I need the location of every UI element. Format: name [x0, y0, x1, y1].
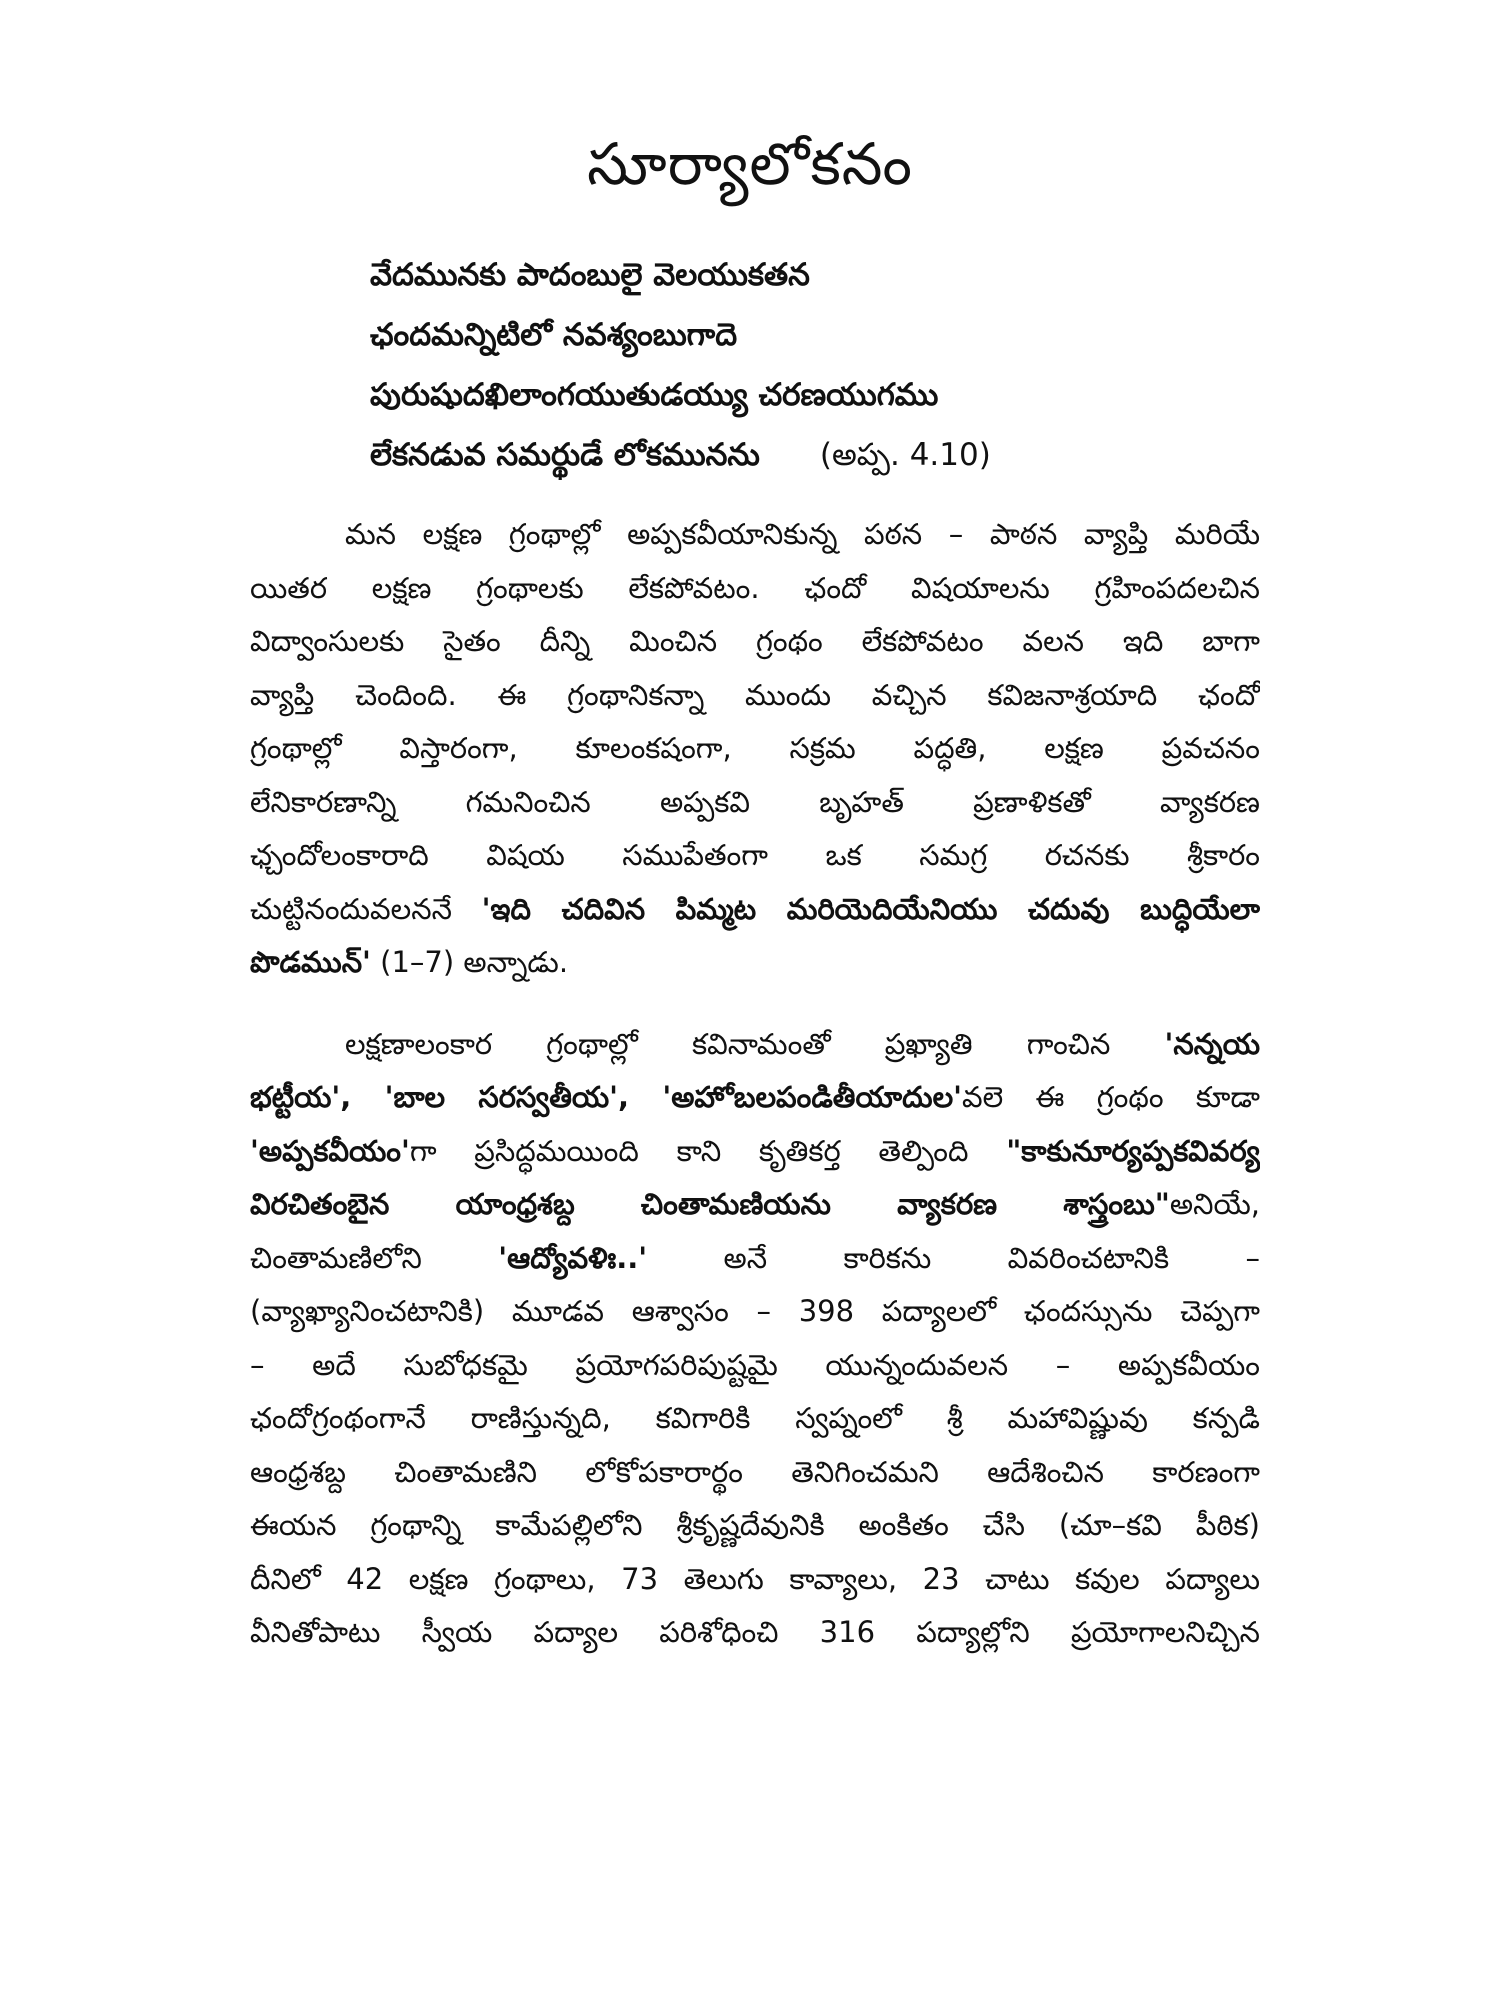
text-span: వలె ఈ గ్రంథం కూడా	[962, 1080, 1260, 1114]
body-text	[250, 508, 1260, 1660]
text-line: ఛ్చందోలంకారాది విషయ సముపేతంగా ఒక సమగ్ర రచనకు శ్రీకారం	[250, 838, 1260, 872]
quote-bold: 'అప్పకవీయం'	[250, 1133, 410, 1168]
text-line	[250, 1071, 1260, 1125]
text-line	[250, 1125, 1260, 1179]
text-line: వ్యాప్తి చెందింది. ఈ గ్రంథానికన్నా ముందు వచ్చిన కవిజనాశ్రయాది ఛందో	[250, 677, 1260, 712]
text-line	[250, 1178, 1260, 1232]
verse-text: లేకనడువ సమర్థుడే లోకమునను	[370, 437, 760, 473]
text-span: లక్షణాలంకార గ్రంథాల్లో కవినామంతో ప్రఖ్యాతి గాంచిన	[345, 1026, 1111, 1061]
text-span: అనియే,	[1169, 1187, 1260, 1221]
text-span: గా ప్రసిద్ధమయింది కాని కృతికర్త తెల్పింది	[409, 1133, 969, 1168]
text-line: లేనికారణాన్ని గమనించిన అప్పకవి బృహత్ ప్రణాళికతో వ్యాకరణ	[250, 784, 1260, 819]
text-line: విద్వాంసులకు సైతం దీన్ని మించిన గ్రంథం లేకపోవటం వలన ఇది బాగా	[250, 624, 1260, 658]
text-span: (1–7) అన్నాడు.	[380, 945, 569, 979]
text-span: చుట్టినందువలననే	[250, 891, 452, 926]
text-line	[250, 936, 1260, 990]
text-line: (వ్యాఖ్యానించటానికి) మూడవ ఆశ్వాసం – 398 పద్యాలలో ఛందస్సును చెప్పగా	[250, 1294, 1260, 1328]
quote-bold: పొడమున్'	[250, 945, 371, 979]
verse-line: ఛందమన్నిటిలో నవశ్యంబుగాదె	[370, 317, 738, 353]
text-line	[250, 883, 1260, 937]
text-line: దీనిలో 42 లక్షణ గ్రంథాలు, 73 తెలుగు కావ్యాలు, 23 చాటు కవుల పద్యాలు	[250, 1561, 1260, 1596]
verse-reference: (అప్ప. 4.10)	[819, 437, 991, 473]
text-span: అనే కారికను వివరించటానికి –	[723, 1240, 1260, 1275]
quote-bold: 'ఇది చదివిన పిమ్మట మరియెదియేనియు చదువు బుద్ధియేలా	[481, 891, 1260, 926]
page-title: సూర్యాలోకనం	[587, 130, 913, 198]
text-line: యితర లక్షణ గ్రంథాలకు లేకపోవటం. ఛందో విషయాలను గ్రహింపదలచిన	[250, 570, 1260, 605]
quote-bold: భట్టీయ', 'బాల సరస్వతీయ', 'అహోబలపండితీయాదుల'	[250, 1080, 963, 1114]
verse-line	[370, 425, 1370, 485]
text-line: ఆంధ్రశబ్ద చింతామణిని లోకోపకారార్థం తెనిగించమని ఆదేశించిన కారణంగా	[250, 1454, 1260, 1489]
paragraph-gap	[250, 990, 1260, 1018]
text-span: చింతామణిలోని	[250, 1240, 422, 1275]
text-line: ఈయన గ్రంథాన్ని కామేపల్లిలోని శ్రీకృష్ణదేవునికి అంకితం చేసి (చూ–కవి పీఠిక)	[250, 1508, 1260, 1542]
verse-block	[370, 245, 1370, 485]
quote-bold: "కాకునూర్యప్పకవివర్య	[1006, 1133, 1260, 1168]
text-line: మన లక్షణ గ్రంథాల్లో అప్పకవీయానికున్న పఠన – పాఠన వ్యాప్తి మరియే	[345, 517, 1260, 551]
text-line	[250, 1018, 1260, 1072]
text-line: – అదే సుబోధకమై ప్రయోగపరిపుష్టమై యున్నందువలన – అప్పకవీయం	[250, 1347, 1260, 1382]
quote-bold: 'నన్నయ	[1164, 1026, 1260, 1061]
verse-line: పురుషుదఖిలాంగయుతుడయ్యు చరణయుగము	[370, 377, 939, 413]
text-line: వీనితోపాటు స్వీయ పద్యాల పరిశోధించి 316 పద్యాల్లోని ప్రయోగాలనిచ్చిన	[250, 1615, 1260, 1649]
text-line: గ్రంథాల్లో విస్తారంగా, కూలంకషంగా, సక్రమ పద్ధతి, లక్షణ ప్రవచనం	[250, 731, 1260, 765]
text-line: ఛందోగ్రంథంగానే రాణిస్తున్నది, కవిగారికి స్వప్నంలో శ్రీ మహావిష్ణువు కన్పడి	[250, 1401, 1260, 1435]
text-line	[250, 1232, 1260, 1286]
quote-bold: 'ఆద్యోవళిః..'	[498, 1240, 648, 1275]
quote-bold: విరచితంబైన యాంధ్రశబ్ద చింతామణియను వ్యాకరణ శాస్త్రంబు"	[250, 1187, 1170, 1221]
verse-line: వేదమునకు పాదంబులై వెలయుకతన	[370, 257, 810, 293]
